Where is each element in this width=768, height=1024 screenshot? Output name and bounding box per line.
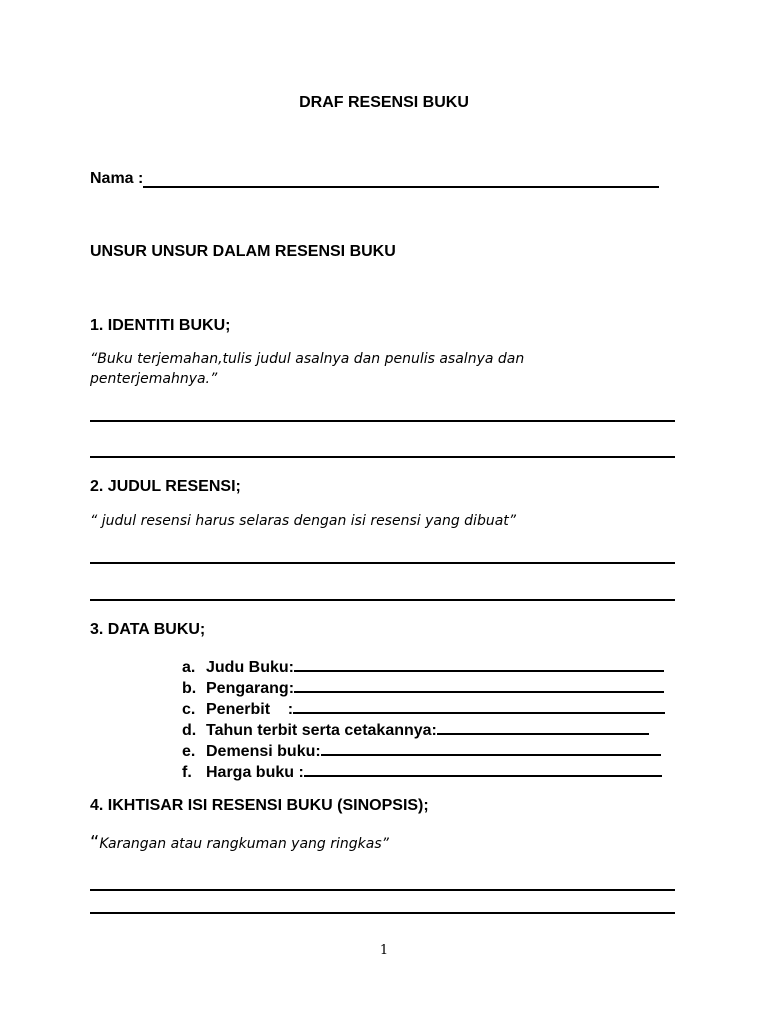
document-title: DRAF RESENSI BUKU <box>299 94 469 111</box>
answer-line[interactable] <box>90 562 675 564</box>
item-letter: a. <box>182 659 196 676</box>
section-4-heading: 4. IKHTISAR ISI RESENSI BUKU (SINOPSIS); <box>90 797 429 814</box>
section-1-note: “Buku terjemahan,tulis judul asalnya dan penulis asalnya dan penterjemahnya.” <box>90 351 525 387</box>
name-field-row <box>90 170 659 188</box>
year-blank[interactable] <box>437 719 649 735</box>
section-3-heading: 3. DATA BUKU; <box>90 621 206 638</box>
section-1-heading: 1. IDENTITI BUKU; <box>90 317 231 334</box>
item-letter: c. <box>182 701 196 718</box>
answer-line[interactable] <box>90 599 675 601</box>
item-label: Penerbit : <box>206 701 294 718</box>
section-2-note: “ judul resensi harus selaras dengan isi resensi yang dibuat” <box>90 513 517 529</box>
data-item-author <box>182 677 664 698</box>
data-item-price <box>182 761 662 782</box>
item-letter: e. <box>182 743 196 760</box>
item-letter: d. <box>182 722 197 739</box>
title-blank[interactable] <box>294 656 664 672</box>
elements-heading: UNSUR UNSUR DALAM RESENSI BUKU <box>90 243 396 260</box>
answer-line[interactable] <box>90 912 675 914</box>
data-item-title <box>182 656 664 677</box>
section-4-note <box>90 833 590 854</box>
section-2-heading: 2. JUDUL RESENSI; <box>90 478 241 495</box>
answer-line[interactable] <box>90 889 675 891</box>
answer-line[interactable] <box>90 420 675 422</box>
item-label: Demensi buku: <box>206 743 321 760</box>
item-label: Tahun terbit serta cetakannya: <box>206 722 437 739</box>
author-blank[interactable] <box>294 677 664 693</box>
dimension-blank[interactable] <box>321 740 661 756</box>
item-letter: b. <box>182 680 197 697</box>
section-4-note-text: Karangan atau rangkuman yang ringkas” <box>99 836 389 852</box>
publisher-blank[interactable] <box>293 698 665 714</box>
name-label: Nama : <box>90 170 144 187</box>
price-blank[interactable] <box>304 761 662 777</box>
item-letter: f. <box>182 764 192 781</box>
opening-quote: “ <box>90 832 100 853</box>
page-number: 1 <box>379 943 389 958</box>
answer-line[interactable] <box>90 456 675 458</box>
data-item-year <box>182 719 649 740</box>
name-blank[interactable] <box>143 172 659 188</box>
item-label: Harga buku : <box>206 764 304 781</box>
item-label: Judu Buku: <box>206 659 294 676</box>
item-label: Pengarang: <box>206 680 295 697</box>
data-item-dimension <box>182 740 661 761</box>
data-item-publisher <box>182 698 665 719</box>
